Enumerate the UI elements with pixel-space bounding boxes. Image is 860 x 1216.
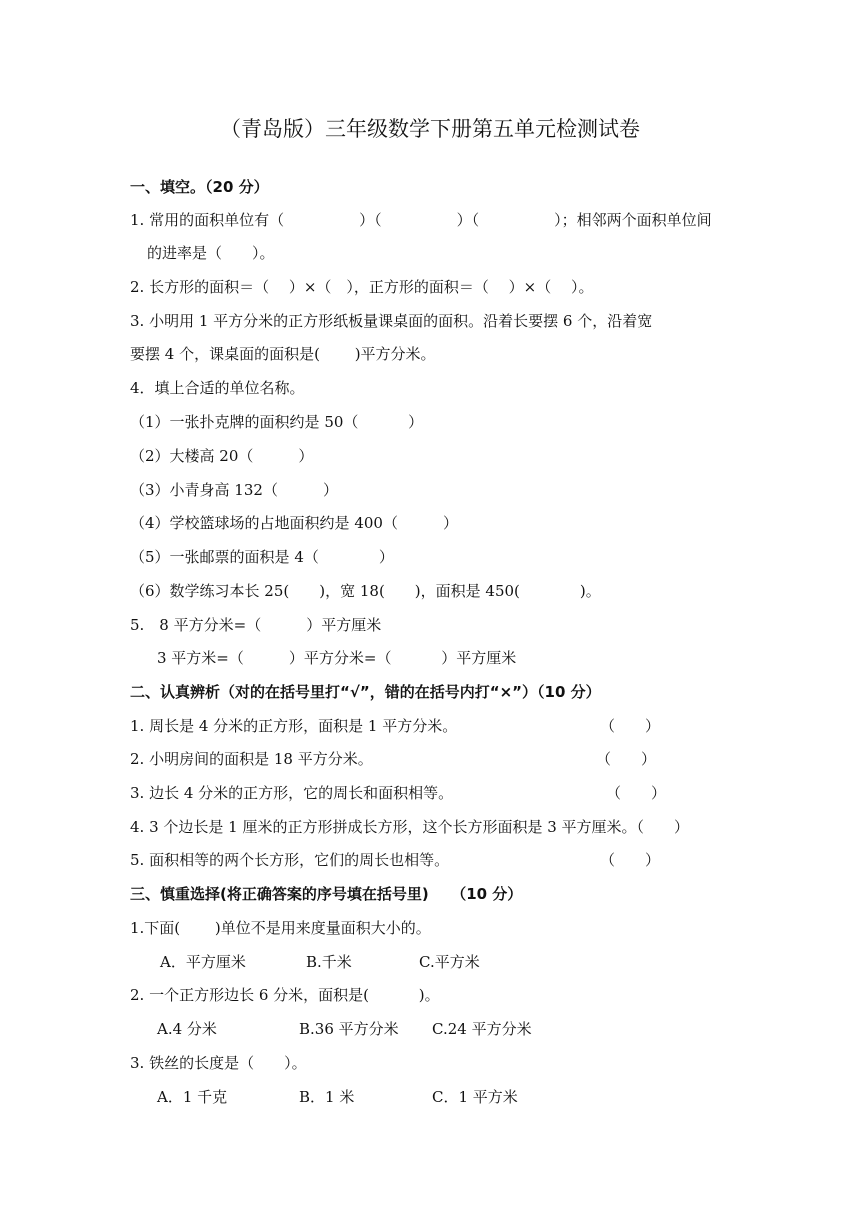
- s2-item-text: 2. 小明房间的面积是 18 平方分米。: [130, 750, 373, 768]
- s3-q2-option-b: B.36 平方分米: [299, 1020, 399, 1038]
- s1-q4-item: （4）学校篮球场的占地面积约是 400（ ）: [130, 514, 458, 532]
- s1-q4-item: （5）一张邮票的面积是 4（ ）: [130, 548, 394, 566]
- s1-q5-line2: 3 平方米=（ ）平方分米=（ ）平方厘米: [157, 649, 517, 667]
- s1-q4-item: （6）数学练习本长 25( )，宽 18( )，面积是 450( )。: [130, 582, 601, 600]
- s2-item-text: 3. 边长 4 分米的正方形，它的周长和面积相等。: [130, 784, 454, 802]
- s2-item-text: 4. 3 个边长是 1 厘米的正方形拼成长方形，这个长方形面积是 3 平方厘米。（ ）: [130, 818, 690, 836]
- s1-q2: 2. 长方形的面积＝（ ）×（ ），正方形的面积＝（ ）×（ ）。: [130, 278, 594, 296]
- s2-item-text: 1. 周长是 4 分米的正方形，面积是 1 平方分米。: [130, 717, 458, 735]
- page-title: （青岛版）三年级数学下册第五单元检测试卷: [220, 117, 640, 141]
- s1-q4-heading: 4．填上合适的单位名称。: [130, 379, 305, 397]
- s3-q3: 3. 铁丝的长度是（ ）。: [130, 1054, 307, 1072]
- section1-heading: 一、填空。（20 分）: [130, 178, 269, 196]
- s2-answer-paren: （ ）: [606, 784, 667, 802]
- s2-item-text: 5. 面积相等的两个长方形，它们的周长也相等。: [130, 851, 450, 869]
- s1-q1-line2: 的进率是（ ）。: [147, 244, 275, 262]
- section2-heading: 二、认真辨析（对的在括号里打“√”，错的在括号内打“×”）（10 分）: [130, 683, 601, 701]
- s1-q4-item: （2）大楼高 20（ ）: [130, 447, 314, 465]
- s1-q4-item: （3）小青身高 132（ ）: [130, 481, 338, 499]
- section3-heading: 三、慎重选择(将正确答案的序号填在括号里) （10 分）: [130, 885, 523, 903]
- s1-q1-line1: 1. 常用的面积单位有（ ）（ ）（ ）；相邻两个面积单位间: [130, 211, 712, 229]
- s3-q3-option-c: C．1 平方米: [432, 1088, 518, 1106]
- s1-q4-item: （1）一张扑克牌的面积约是 50（ ）: [130, 413, 424, 431]
- s1-q5-line1: 5. 8 平方分米=（ ）平方厘米: [130, 616, 382, 634]
- s2-answer-paren: （ ）: [600, 851, 661, 869]
- s3-q1-option-c: C.平方米: [419, 953, 480, 971]
- s3-q1-option-a: A．平方厘米: [160, 953, 246, 971]
- s1-q3-line1: 3. 小明用 1 平方分米的正方形纸板量课桌面的面积。沿着长要摆 6 个，沿着宽: [130, 312, 653, 330]
- s3-q2-option-a: A.4 分米: [157, 1020, 217, 1038]
- s3-q2: 2. 一个正方形边长 6 分米，面积是( )。: [130, 986, 440, 1004]
- s2-answer-paren: （ ）: [596, 750, 657, 768]
- s3-q2-option-c: C.24 平方分米: [432, 1020, 532, 1038]
- s3-q3-option-a: A．1 千克: [157, 1088, 228, 1106]
- s1-q3-line2: 要摆 4 个，课桌面的面积是( )平方分米。: [130, 345, 436, 363]
- s2-answer-paren: （ ）: [600, 717, 661, 735]
- s3-q1: 1.下面( )单位不是用来度量面积大小的。: [130, 919, 431, 937]
- s3-q1-option-b: B.千米: [306, 953, 352, 971]
- s3-q3-option-b: B．1 米: [299, 1088, 355, 1106]
